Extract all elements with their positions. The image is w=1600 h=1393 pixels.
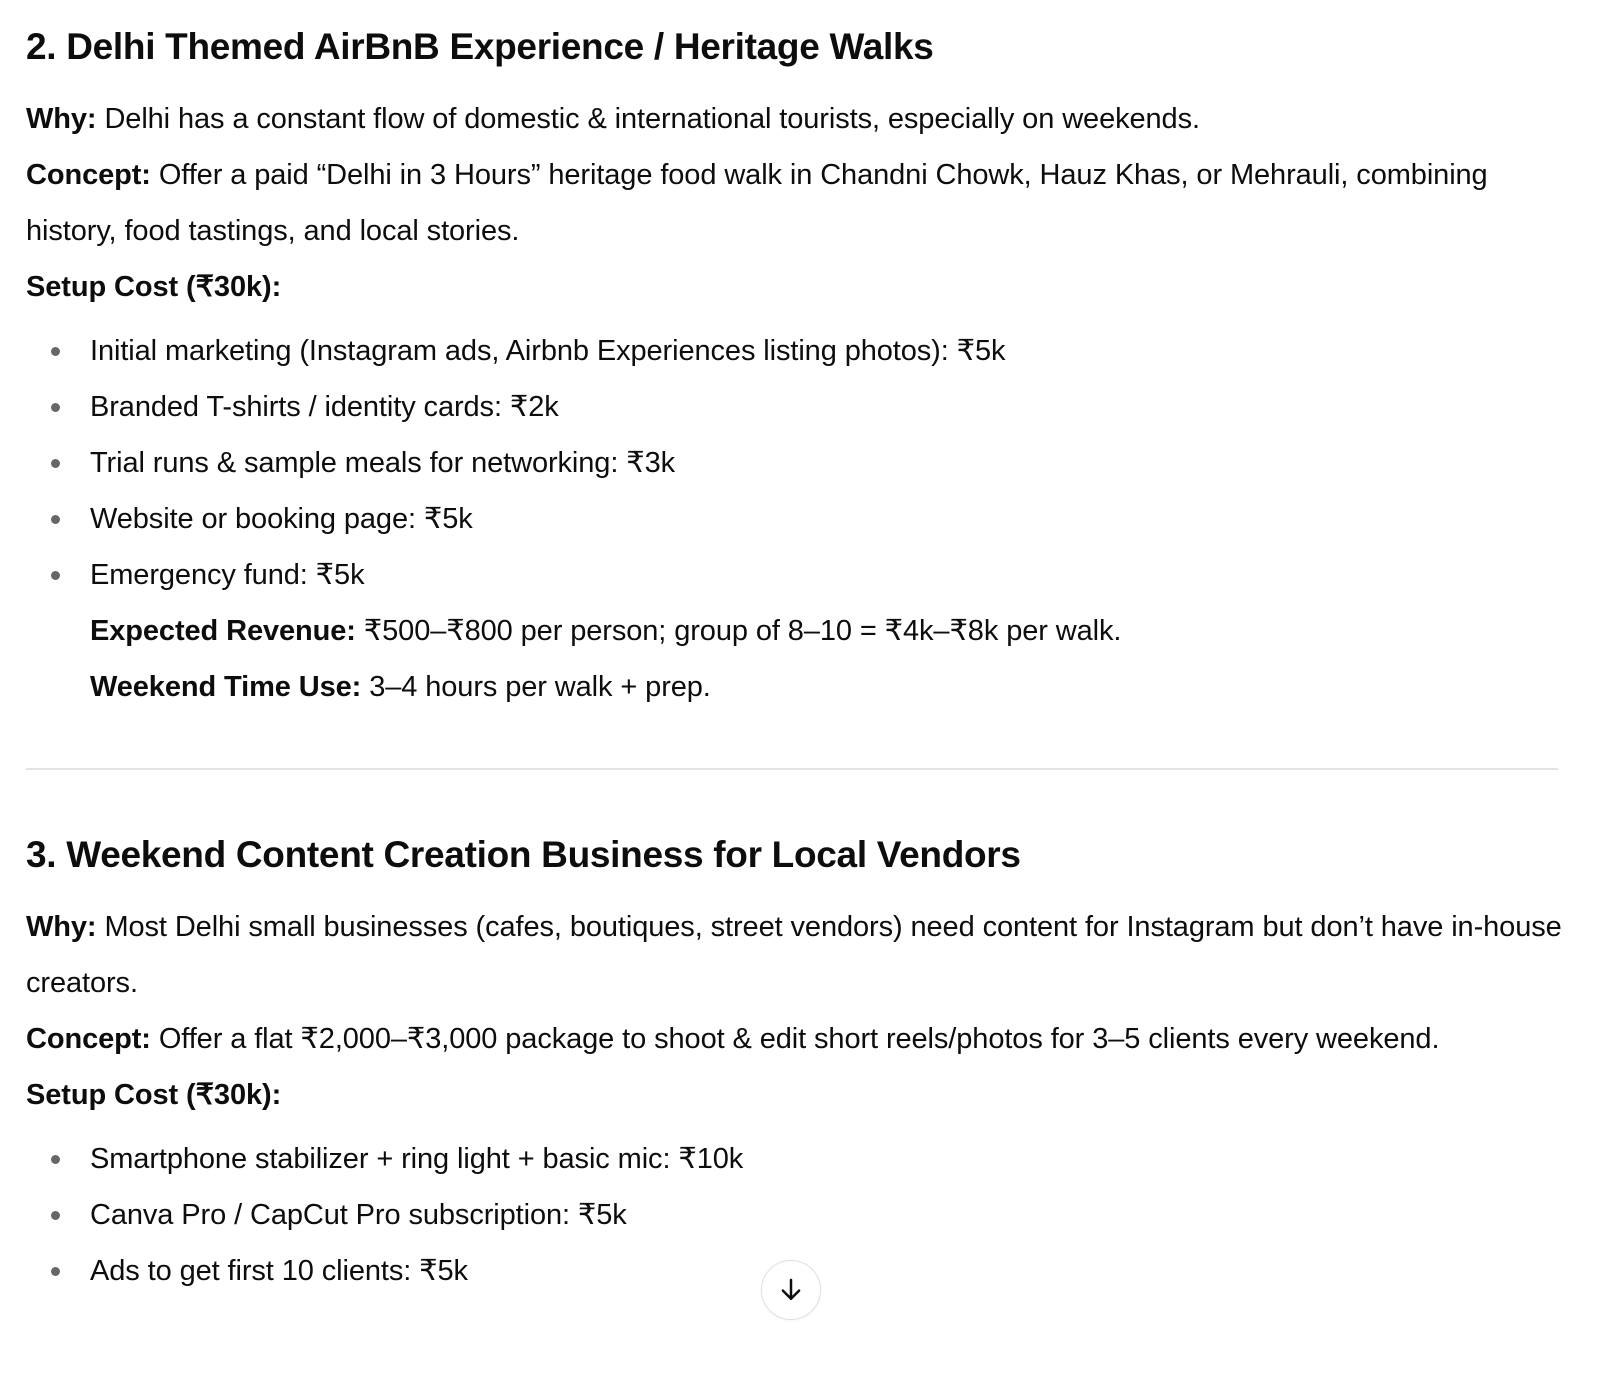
time-use-text: 3–4 hours per walk + prep.	[361, 671, 711, 703]
bullet-icon	[51, 571, 60, 580]
list-item	[26, 1187, 1566, 1243]
list-item-text: Emergency fund: ₹5k	[90, 559, 365, 591]
section-heading: 2. Delhi Themed AirBnB Experience / Heritage Walks	[26, 26, 934, 67]
section-heading: 3. Weekend Content Creation Business for Local Vendors	[26, 834, 1021, 875]
list-item	[26, 323, 1566, 379]
list-item-text: Website or booking page: ₹5k	[90, 503, 473, 535]
setup-cost-label	[26, 1067, 1566, 1123]
list-item	[26, 1131, 1566, 1187]
list-item-text: Smartphone stabilizer + ring light + basic mic: ₹10k	[90, 1143, 744, 1175]
concept-text: Offer a flat ₹2,000–₹3,000 package to shoot & edit short reels/photos for 3–5 clients every weekend.	[150, 1023, 1440, 1055]
bullet-icon	[51, 459, 60, 468]
time-use-label: Weekend Time Use:	[90, 671, 362, 703]
revenue-label: Expected Revenue:	[90, 615, 356, 647]
concept-label: Concept:	[26, 159, 151, 191]
bullet-icon	[51, 1267, 60, 1276]
list-item	[26, 547, 1566, 603]
setup-cost-text: Setup Cost (₹30k):	[26, 1079, 282, 1111]
section-body	[26, 91, 1566, 715]
list-item-text: Ads to get first 10 clients: ₹5k	[90, 1255, 468, 1287]
bullet-icon	[51, 1155, 60, 1164]
section-body	[26, 899, 1566, 1299]
list-item	[26, 435, 1566, 491]
setup-cost-list	[26, 323, 1566, 603]
concept-label: Concept:	[26, 1023, 151, 1055]
revenue-paragraph	[26, 603, 1566, 659]
scroll-to-bottom-button[interactable]	[761, 1260, 821, 1320]
concept-text: Offer a paid “Delhi in 3 Hours” heritage food walk in Chandni Chowk, Hauz Khas, or Mehrauli, combining history, food tastings, and local stories.	[26, 159, 1488, 247]
list-item-text: Initial marketing (Instagram ads, Airbnb Experiences listing photos): ₹5k	[90, 335, 1006, 367]
why-text: Delhi has a constant flow of domestic & international tourists, especially on weekends.	[96, 103, 1200, 135]
setup-cost-label	[26, 259, 1566, 315]
bullet-icon	[51, 347, 60, 356]
why-label: Why:	[26, 103, 97, 135]
revenue-text: ₹500–₹800 per person; group of 8–10 = ₹4k–₹8k per walk.	[355, 615, 1122, 647]
list-item-text: Canva Pro / CapCut Pro subscription: ₹5k	[90, 1199, 627, 1231]
why-paragraph	[26, 899, 1566, 1011]
why-label: Why:	[26, 911, 97, 943]
concept-paragraph	[26, 1011, 1566, 1067]
bullet-icon	[51, 1211, 60, 1220]
setup-cost-text: Setup Cost (₹30k):	[26, 271, 282, 303]
why-paragraph	[26, 91, 1566, 147]
concept-paragraph	[26, 147, 1566, 259]
time-use-paragraph	[26, 659, 1566, 715]
list-item-text: Trial runs & sample meals for networking: ₹3k	[90, 447, 676, 479]
list-item-text: Branded T-shirts / identity cards: ₹2k	[90, 391, 559, 423]
arrow-down-icon	[776, 1275, 806, 1305]
bullet-icon	[51, 403, 60, 412]
list-item	[26, 491, 1566, 547]
list-item	[26, 379, 1566, 435]
bullet-icon	[51, 515, 60, 524]
section-divider	[26, 768, 1558, 770]
why-text: Most Delhi small businesses (cafes, boutiques, street vendors) need content for Instagram but don’t have in-house creators.	[26, 911, 1562, 999]
